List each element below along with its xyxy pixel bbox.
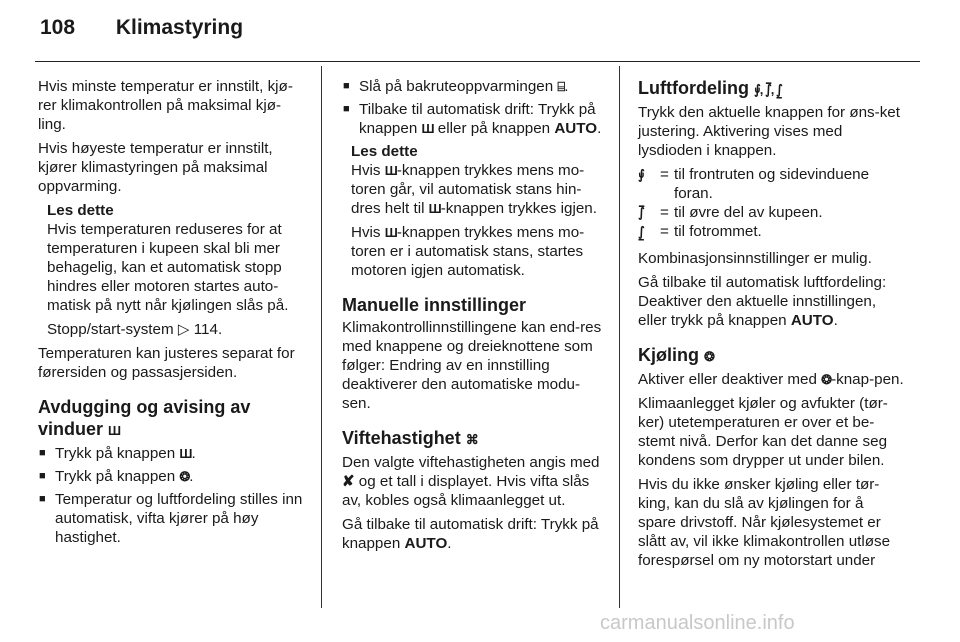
column-3 (638, 77, 904, 575)
paragraph: Hvis minste temperatur er innstilt, kjø-rer klimakontrollen på maksimal kjø-ling. (38, 78, 293, 133)
list-item: ■ Slå på bakruteoppvarmingen ⌸. (342, 77, 608, 96)
list-item: ■ Trykk på knappen Ш. (38, 444, 304, 463)
defrost-icon: Ш (179, 446, 192, 461)
fan-speed-icon: ⌘ (465, 432, 478, 447)
page-number: 108 (40, 16, 76, 39)
rear-window-heater-icon: ⌸ (557, 79, 565, 94)
paragraph: Den valgte viftehastigheten angis med ✘ og et tall i displayet. Hvis vifta slås av, kobles også klimaanlegget ut. (342, 454, 600, 509)
defrost-icon: Ш (384, 163, 397, 178)
column-divider-1 (321, 66, 322, 608)
fan-icon: ✘ (342, 473, 355, 490)
note-text: Hvis Ш-knappen trykkes mens mo-toren er i automatisk stans, startes motoren igjen automatisk. (351, 224, 585, 279)
section-heading: Luftfordeling ⨚, ⨛, ⨜ (638, 77, 904, 101)
column-1 (38, 77, 304, 551)
paragraph: Temperaturen kan justeres separat for førersiden og passasjersiden. (38, 345, 295, 381)
cooling-icon: ❂ (704, 349, 714, 364)
definition-row: ⨚ = til frontruten og sidevinduene foran. (638, 166, 870, 202)
page-ref-arrow-icon: ▷ (177, 321, 190, 338)
bullet-list (342, 77, 608, 138)
upper-body-air-icon: ⨛ (638, 205, 644, 220)
definition-list (638, 165, 904, 241)
section-heading: Manuelle innstillinger (342, 295, 527, 315)
footwell-air-icon: ⨜ (638, 224, 644, 239)
air-distribution-icon: ⨚, ⨛, ⨜ (754, 82, 782, 97)
list-item: ■ Trykk på knappen ❂. (38, 467, 304, 486)
note-box (47, 201, 304, 339)
paragraph: Aktiver eller deaktiver med ❂-knap-pen. (638, 371, 904, 388)
header-rule (35, 61, 920, 62)
paragraph: Hvis du ikke ønsker kjøling eller tør-king, kan du slå av kjølingen for å spare drivstoff. Når kjølesystemet er slått av, vil ikke klimakontrollen utløse forespørsel om ny motorstart under (638, 476, 891, 569)
section-heading: Kjøling ❂ (638, 344, 904, 368)
paragraph: Kombinasjonsinnstillinger er mulig. (638, 250, 872, 267)
column-2 (342, 77, 608, 558)
page-title: Klimastyring (115, 16, 244, 39)
note-text: Hvis Ш-knappen trykkes mens mo-toren går, vil automatisk stans hin-dres helt til Ш-knappen trykkes igjen. (351, 162, 597, 217)
note-text: Hvis temperaturen reduseres for at temperaturen i kupeen skal bli mer behagelig, kan et automatisk stopp hindres eller motoren startes auto-matisk på nytt når kjølingen slås på. (47, 221, 289, 314)
watermark: carmanualsonline.info (600, 612, 795, 634)
note-title: Les dette (47, 202, 114, 219)
bullet-list (38, 444, 304, 547)
paragraph: Hvis høyeste temperatur er innstilt, kjører klimastyringen på maksimal oppvarming. (38, 140, 273, 195)
definition-row: ⨛ = til øvre del av kupeen. (638, 204, 823, 221)
paragraph: Gå tilbake til automatisk luftfordeling: Deaktiver den aktuelle innstillingen, eller trykk på knappen AUTO. (638, 274, 887, 329)
windscreen-air-icon: ⨚ (638, 167, 644, 182)
note-title: Les dette (351, 143, 418, 160)
note-reference: Stopp/start-system ▷ 114. (47, 321, 223, 338)
section-heading: Viftehastighet ⌘ (342, 427, 608, 451)
list-item: ■ Temperatur og luftfordeling stilles inn automatisk, vifta kjører på høy hastighet. (38, 490, 304, 547)
defrost-icon: Ш (384, 225, 397, 240)
paragraph: Klimakontrollinnstillingene kan end-res med knappene og dreieknottene som følger: Endring av en innstilling deaktiverer den automatiske modu-sen. (342, 319, 602, 412)
paragraph: Trykk den aktuelle knappen for øns-ket justering. Aktivering vises med lysdioden i knappen. (638, 104, 900, 159)
column-divider-2 (619, 66, 620, 608)
paragraph: Gå tilbake til automatisk drift: Trykk på knappen AUTO. (342, 516, 599, 552)
definition-row: ⨜ = til fotrommet. (638, 223, 762, 240)
cooling-icon: ❂ (179, 469, 190, 484)
cooling-icon: ❂ (821, 372, 832, 387)
page-header (40, 16, 243, 40)
defrost-icon: Ш (428, 201, 441, 216)
section-heading: Avdugging og avising av vinduer Ш (38, 396, 304, 442)
note-box (351, 142, 608, 280)
defrost-icon: Ш (421, 121, 434, 136)
list-item: ■ Tilbake til automatisk drift: Trykk på knappen Ш eller på knappen AUTO. (342, 100, 608, 138)
paragraph: Klimaanlegget kjøler og avfukter (tør-ker) utetemperaturen er over et be-stemt nivå. Derfor kan det danne seg kondens som drypper ut under bilen. (638, 395, 888, 469)
defrost-icon: Ш (108, 423, 121, 438)
